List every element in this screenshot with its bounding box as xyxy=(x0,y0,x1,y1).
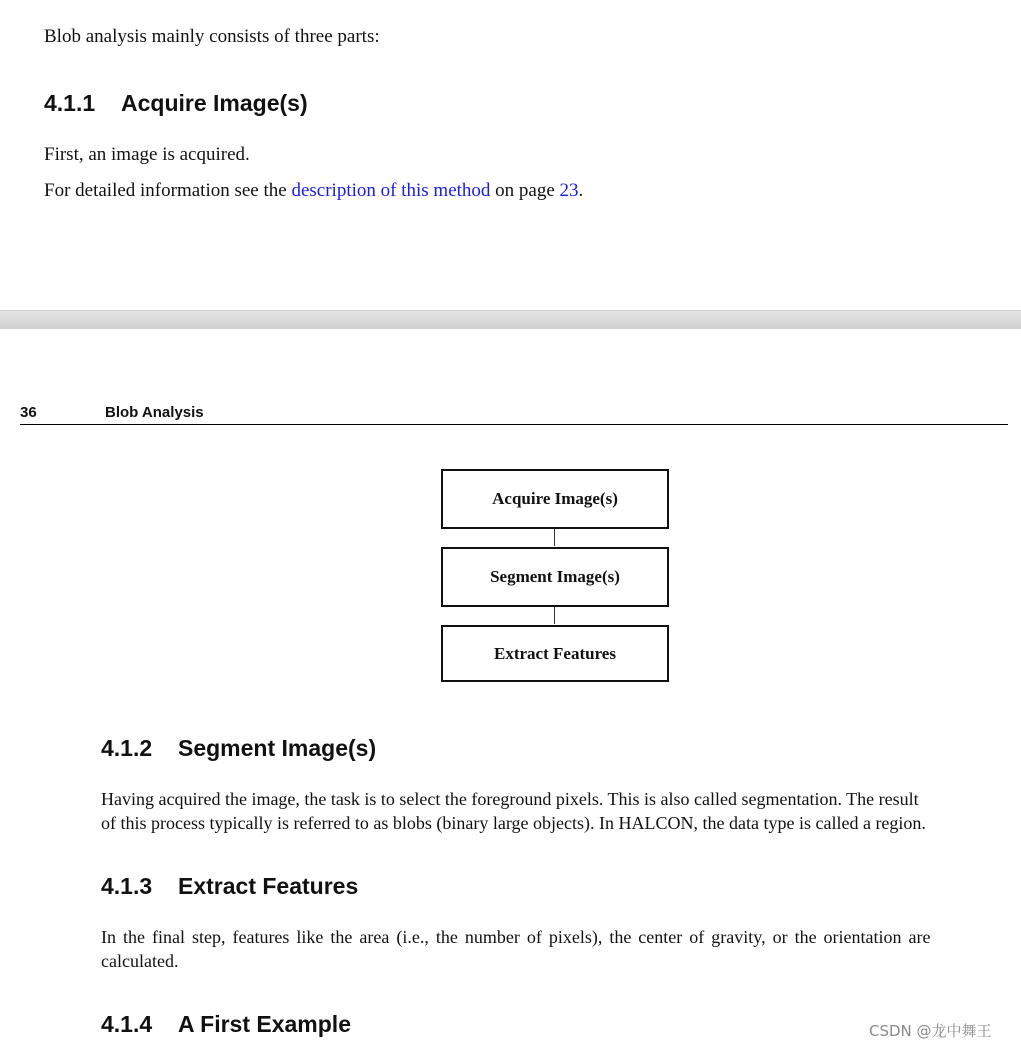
flowchart-step-segment: Segment Image(s) xyxy=(441,547,669,607)
text-prefix: For detailed information see the xyxy=(44,180,292,201)
flowchart-step-acquire: Acquire Image(s) xyxy=(441,469,669,529)
section-heading-4-1-2 xyxy=(101,735,376,762)
csdn-watermark: CSDN @龙中舞王 xyxy=(869,1022,992,1040)
section-number: 4.1.4 xyxy=(101,1011,153,1037)
section-number: 4.1.1 xyxy=(44,90,96,116)
section-title: Acquire Image(s) xyxy=(121,90,308,116)
paragraph-extract xyxy=(101,925,1008,973)
section-heading-4-1-3 xyxy=(101,873,358,900)
paragraph-line: In the final step, features like the area (i.e., the number of pixels), the center of gravity, or the orientation are xyxy=(101,927,931,947)
section-title: A First Example xyxy=(178,1011,351,1037)
paragraph-line: Having acquired the image, the task is to select the foreground pixels. This is also called segmentation. The result xyxy=(101,789,919,809)
intro-text: Blob analysis mainly consists of three parts: xyxy=(44,26,380,47)
paragraph-line: calculated. xyxy=(101,951,179,971)
header-rule xyxy=(20,424,1008,425)
text-suffix: . xyxy=(578,180,584,201)
paragraph-line: of this process typically is referred to as blobs (binary large objects). In HALCON, the data type is called a region. xyxy=(101,813,926,833)
flowchart-connector xyxy=(554,529,555,546)
flowchart-connector xyxy=(554,607,555,624)
section-title: Extract Features xyxy=(178,873,359,899)
section-title: Segment Image(s) xyxy=(178,735,377,761)
description-link[interactable]: description of this method xyxy=(291,180,491,201)
section-heading-4-1-4 xyxy=(101,1011,351,1038)
section-heading-4-1-1 xyxy=(44,90,308,117)
paragraph-segment xyxy=(101,787,1008,835)
running-chapter-title: Blob Analysis xyxy=(105,404,204,421)
page-separator xyxy=(0,310,1021,329)
section-number: 4.1.3 xyxy=(101,873,153,899)
text-mid: on page xyxy=(490,180,560,201)
paragraph-first-image: First, an image is acquired. xyxy=(44,144,250,165)
flowchart-step-extract: Extract Features xyxy=(441,625,669,682)
running-page-number: 36 xyxy=(20,404,37,421)
section-number: 4.1.2 xyxy=(101,735,153,761)
paragraph-detailed-info xyxy=(44,179,583,203)
page-link[interactable]: 23 xyxy=(559,180,579,201)
